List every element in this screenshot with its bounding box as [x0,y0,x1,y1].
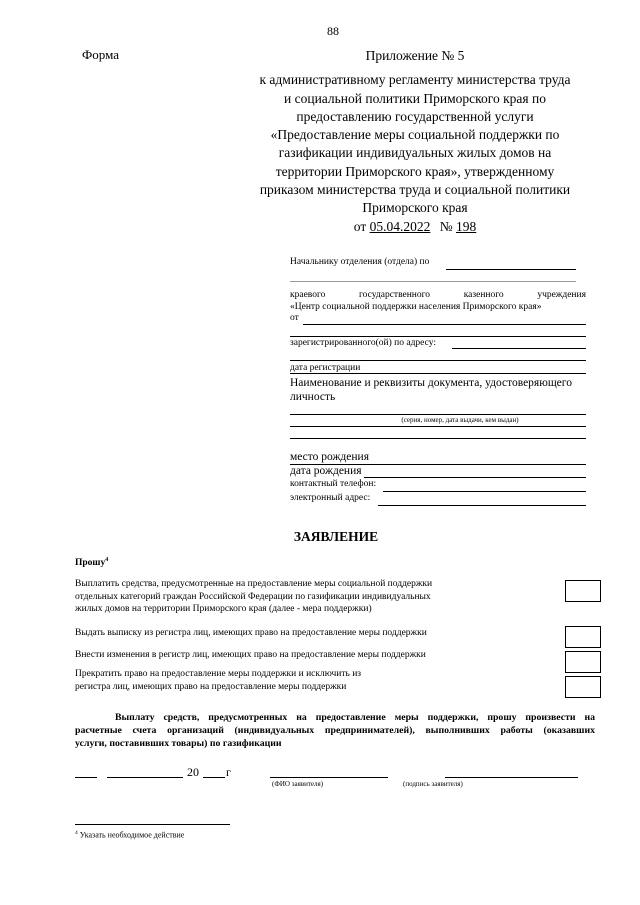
option-line: регистра лиц, имеющих право на предоставление меры поддержки [75,681,347,692]
payment-line: услуги, поставивших товары) по газификации [75,738,282,749]
option-checkbox-terminate[interactable] [565,676,601,698]
footnote-ref: 4 [105,557,109,563]
option-line: отдельных категорий граждан Российской Федерации по газификации индивидуальных [75,591,431,602]
statement-title: ЗАЯВЛЕНИЕ [293,529,379,544]
appendix-block [225,47,605,236]
number-sign: № [439,218,453,234]
footnote-separator [75,824,230,825]
payment-line: Выплату средств, предусмотренных на предоставление меры поддержки, прошу произвести на [115,712,595,723]
doc-hint: (серия, номер, дата выдачи, кем выдан) [401,416,519,424]
option-checkbox-change[interactable] [565,651,601,673]
appendix-line: предоставлению государственной услуги [296,108,534,124]
doc-label-line: личность [290,391,336,403]
payment-line: расчетные счета организаций (индивидуальных предпринимателей), выполнивших работы (оказавших [75,725,595,736]
form-label: Форма [82,47,119,62]
appendix-line: приказом министерства труда и социальной политики [259,182,571,198]
fio-hint: (ФИО заявителя) [272,780,324,788]
option-line: жилых домов на территории Приморского края (далее - мера поддержки) [75,604,372,614]
doc-label-line: Наименование и реквизиты документа, удостоверяющего [290,377,572,389]
doc-input-line[interactable] [290,414,586,415]
email-input-line[interactable] [378,505,586,506]
appendix-line: территории Приморского края», утвержденному [275,163,555,179]
fio-input-line[interactable] [270,777,388,778]
option-text [75,649,426,662]
option-line: Внести изменения в регистр лиц, имеющих право на предоставление меры поддержки [75,650,426,660]
blank-line[interactable] [290,426,586,427]
payment-paragraph [75,711,595,750]
option-checkbox-pay[interactable] [565,580,601,602]
agency-word: краевого [290,290,326,300]
blank-line[interactable] [290,438,586,439]
blank-line[interactable] [290,360,586,361]
option-line: Прекратить право на предоставление меры поддержки и исключить из [75,669,362,679]
reg-date-label: дата регистрации [290,363,361,373]
agency-word: учреждения [537,290,586,300]
blank-line[interactable] [290,281,576,282]
agency-word: казенного [463,290,504,300]
appendix-line: к административному регламенту министерства труда [259,72,571,88]
request-label [75,557,108,568]
agency-word: государственного [359,290,431,300]
signature-hint: (подпись заявителя) [403,780,463,788]
option-text [75,627,427,640]
year-input-line[interactable] [203,777,225,778]
date-prefix: от [353,218,367,234]
day-input-line[interactable] [75,777,97,778]
option-line: Выплатить средства, предусмотренные на предоставление меры социальной поддержки [75,579,433,589]
birthplace-label: место рождения [290,451,369,463]
appendix-line: и социальной политики Приморского края по [284,90,546,106]
address-input-line[interactable] [452,348,586,349]
option-text [75,668,361,693]
option-line: Выдать выписку из регистра лиц, имеющих право на предоставление меры поддержки [75,628,427,638]
agency-line-1 [290,290,586,300]
order-date: 05.04.2022 [369,218,431,234]
page-number: 88 [327,24,339,38]
footnote-text: Указать необходимое действие [79,830,185,840]
appendix-date-line [225,218,605,236]
doc-label [290,376,590,404]
month-input-line[interactable] [107,777,183,778]
phone-input-line[interactable] [383,491,586,492]
option-checkbox-extract[interactable] [565,626,601,648]
footnote-mark: 4 [75,830,78,836]
reg-date-input-line[interactable] [290,373,586,374]
request-label-text: Прошу [75,558,106,569]
year-prefix: 20 [187,765,199,779]
order-number: 198 [456,218,477,234]
blank-line[interactable] [290,336,586,337]
appendix-line: «Предоставление меры социальной поддержки по [270,127,560,143]
head-line-label: Начальнику отделения (отдела) по [290,257,430,267]
registered-label: зарегистрированного(ой) по адресу: [290,338,436,348]
signature-input-line[interactable] [445,777,578,778]
option-text [75,578,432,616]
appendix-title: Приложение № 5 [365,48,465,63]
birthdate-input-line[interactable] [364,477,586,478]
email-label: электронный адрес: [290,493,371,503]
year-suffix: г [226,765,231,779]
department-input-line[interactable] [446,269,576,270]
agency-line-2: «Центр социальной поддержки населения Приморского края» [290,302,542,312]
footnote [75,830,184,840]
birthdate-label: дата рождения [290,465,362,477]
appendix-line: Приморского края [362,200,468,216]
from-input-line[interactable] [303,324,586,325]
appendix-line: газификации индивидуальных жилых домов на [278,145,552,161]
from-label: от [290,313,299,323]
phone-label: контактный телефон: [290,479,377,489]
